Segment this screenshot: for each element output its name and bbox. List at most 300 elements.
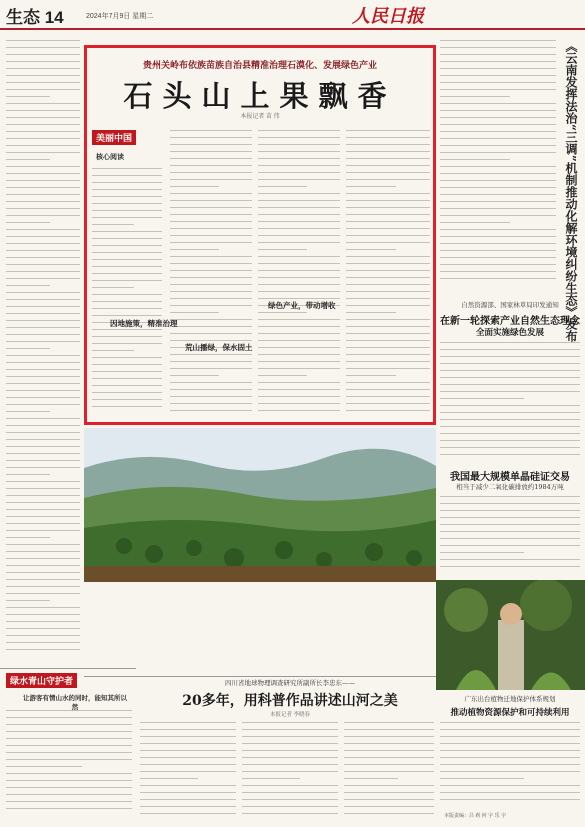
- text-line: [440, 503, 580, 504]
- right-mid-text: [440, 342, 580, 462]
- text-line: [346, 144, 430, 145]
- text-line: [170, 193, 252, 194]
- issue-date: 2024年7月9日 星期二: [86, 13, 154, 20]
- text-line: [258, 312, 307, 313]
- text-line: [440, 103, 556, 104]
- text-line: [6, 68, 80, 69]
- text-line: [346, 389, 430, 390]
- text-line: [242, 757, 338, 758]
- text-line: [440, 96, 510, 97]
- text-line: [258, 249, 307, 250]
- text-line: [6, 208, 80, 209]
- text-line: [92, 266, 162, 267]
- text-line: [170, 396, 252, 397]
- text-line: [6, 397, 80, 398]
- text-line: [6, 285, 50, 286]
- text-line: [170, 305, 252, 306]
- text-line: [6, 271, 80, 272]
- right-top-text: [440, 40, 556, 290]
- text-line: [6, 439, 80, 440]
- text-line: [170, 270, 252, 271]
- right-subhead-2: 相当于减少二氧化碳排放约1984万吨: [456, 483, 564, 491]
- bottom-byline: 本报记者 李晓春: [269, 712, 311, 718]
- text-line: [258, 277, 340, 278]
- page-footer: 本版责编：吕 莉 何 宇 乐 宇: [444, 813, 506, 819]
- text-line: [92, 350, 134, 351]
- text-line: [92, 280, 162, 281]
- text-line: [6, 759, 132, 760]
- text-line: [440, 356, 580, 357]
- text-line: [440, 131, 556, 132]
- text-line: [6, 75, 80, 76]
- text-line: [6, 738, 132, 739]
- text-line: [170, 403, 252, 404]
- text-line: [6, 780, 132, 781]
- text-line: [258, 242, 340, 243]
- text-line: [346, 263, 430, 264]
- text-line: [6, 334, 80, 335]
- text-line: [92, 329, 162, 330]
- text-line: [140, 736, 236, 737]
- text-line: [242, 771, 338, 772]
- text-line: [170, 221, 252, 222]
- text-line: [440, 398, 524, 399]
- text-line: [346, 130, 430, 131]
- text-line: [6, 621, 80, 622]
- bottom-headline: 20多年，用科普作品讲述山河之美: [182, 693, 398, 709]
- text-line: [6, 313, 80, 314]
- feature-headline: 石头山上果飘香: [123, 79, 397, 113]
- text-line: [346, 179, 430, 180]
- text-line: [344, 792, 434, 793]
- text-line: [6, 229, 80, 230]
- text-line: [346, 305, 430, 306]
- text-line: [6, 642, 80, 643]
- text-line: [440, 194, 556, 195]
- text-line: [344, 799, 434, 800]
- text-line: [258, 172, 340, 173]
- text-line: [6, 502, 80, 503]
- column-kicker: 让游客有情山水的同时，能知其所以然: [23, 694, 127, 711]
- text-line: [6, 89, 80, 90]
- text-line: [6, 138, 80, 139]
- text-line: [440, 82, 556, 83]
- text-line: [6, 467, 80, 468]
- subhead-2: 荒山播绿，保水固土: [185, 343, 253, 352]
- text-line: [92, 406, 162, 407]
- text-line: [6, 495, 80, 496]
- text-line: [258, 403, 340, 404]
- text-line: [92, 308, 162, 309]
- text-line: [440, 363, 580, 364]
- text-line: [6, 773, 132, 774]
- text-line: [258, 340, 340, 341]
- text-line: [242, 792, 338, 793]
- text-line: [92, 245, 162, 246]
- text-line: [242, 722, 338, 723]
- divider: [84, 676, 436, 677]
- text-line: [170, 249, 219, 250]
- text-line: [92, 392, 162, 393]
- text-line: [440, 412, 580, 413]
- text-line: [440, 236, 556, 237]
- text-line: [344, 785, 434, 786]
- text-line: [92, 217, 162, 218]
- text-line: [140, 799, 236, 800]
- text-line: [6, 446, 80, 447]
- text-line: [346, 298, 430, 299]
- newspaper-logo: 人民日报: [352, 6, 424, 27]
- text-line: [6, 565, 80, 566]
- text-line: [440, 377, 580, 378]
- text-line: [6, 453, 80, 454]
- text-line: [346, 228, 430, 229]
- text-line: [6, 523, 80, 524]
- text-line: [346, 214, 430, 215]
- text-line: [140, 778, 198, 779]
- text-line: [258, 193, 340, 194]
- text-line: [242, 743, 338, 744]
- text-line: [440, 426, 580, 427]
- text-line: [440, 257, 556, 258]
- text-line: [440, 271, 556, 272]
- text-line: [140, 806, 236, 807]
- text-line: [440, 89, 556, 90]
- text-line: [6, 752, 132, 753]
- text-line: [170, 186, 219, 187]
- text-line: [140, 764, 236, 765]
- text-line: [170, 158, 252, 159]
- text-line: [6, 481, 80, 482]
- text-line: [6, 278, 80, 279]
- text-line: [6, 390, 80, 391]
- text-line: [258, 333, 340, 334]
- text-line: [346, 312, 396, 313]
- text-line: [344, 743, 434, 744]
- text-line: [344, 729, 434, 730]
- text-line: [242, 778, 300, 779]
- text-line: [440, 566, 580, 567]
- text-line: [258, 179, 340, 180]
- right-vertical-headline: 《云南发挥法治“三调”机制推动化解环境纠纷生态》发布: [564, 40, 578, 342]
- text-line: [140, 792, 236, 793]
- text-line: [258, 326, 340, 327]
- text-line: [6, 488, 80, 489]
- text-line: [6, 404, 80, 405]
- text-line: [346, 270, 430, 271]
- text-line: [170, 151, 252, 152]
- text-line: [344, 764, 434, 765]
- text-line: [6, 110, 80, 111]
- text-line: [440, 552, 524, 553]
- text-line: [258, 207, 340, 208]
- text-line: [6, 766, 82, 767]
- text-line: [440, 110, 556, 111]
- text-line: [6, 745, 132, 746]
- text-line: [258, 214, 340, 215]
- text-line: [440, 433, 580, 434]
- text-line: [92, 175, 162, 176]
- text-line: [258, 284, 340, 285]
- text-line: [170, 130, 252, 131]
- text-line: [6, 418, 80, 419]
- text-line: [440, 166, 556, 167]
- text-line: [6, 47, 80, 48]
- bottom-body-col2: [242, 722, 338, 822]
- text-line: [6, 731, 132, 732]
- text-line: [440, 447, 580, 448]
- text-line: [440, 729, 580, 730]
- text-line: [440, 75, 556, 76]
- text-line: [258, 298, 340, 299]
- left-column-text: [6, 40, 80, 660]
- text-line: [440, 201, 556, 202]
- text-line: [346, 249, 396, 250]
- text-line: [346, 375, 396, 376]
- text-line: [242, 764, 338, 765]
- text-line: [258, 354, 340, 355]
- text-line: [440, 40, 556, 41]
- text-line: [6, 801, 132, 802]
- feature-body-col4: [346, 130, 430, 420]
- text-line: [258, 319, 340, 320]
- right-kicker-1: 自然资源部、国家林草局印发通知: [461, 301, 559, 309]
- core-reading-label: 核心阅读: [96, 152, 124, 161]
- text-line: [6, 635, 80, 636]
- text-line: [170, 172, 252, 173]
- text-line: [440, 384, 580, 385]
- feature-body-col1: [92, 168, 162, 418]
- text-line: [170, 389, 252, 390]
- text-line: [6, 327, 80, 328]
- feature-body-col3: [258, 130, 340, 420]
- text-line: [258, 137, 340, 138]
- text-line: [242, 750, 338, 751]
- right-mid2-text: [440, 496, 580, 576]
- text-line: [6, 383, 80, 384]
- text-line: [440, 764, 580, 765]
- text-line: [6, 432, 80, 433]
- text-line: [346, 221, 430, 222]
- feature-byline: 本报记者 苗 伟: [240, 114, 280, 120]
- text-line: [258, 221, 340, 222]
- text-line: [92, 273, 162, 274]
- text-line: [6, 96, 50, 97]
- text-line: [6, 586, 80, 587]
- text-line: [440, 736, 580, 737]
- text-line: [344, 736, 434, 737]
- text-line: [258, 263, 340, 264]
- text-line: [242, 813, 338, 814]
- text-line: [440, 517, 580, 518]
- text-line: [92, 315, 162, 316]
- text-line: [346, 361, 430, 362]
- text-line: [6, 187, 80, 188]
- text-line: [6, 222, 50, 223]
- text-line: [92, 238, 162, 239]
- text-line: [170, 144, 252, 145]
- section-tag: 美丽中国: [92, 130, 136, 145]
- text-line: [6, 159, 50, 160]
- text-line: [6, 794, 132, 795]
- text-line: [346, 256, 430, 257]
- text-line: [440, 419, 580, 420]
- bottom-body-col1: [140, 722, 236, 822]
- text-line: [170, 354, 252, 355]
- text-line: [170, 340, 252, 341]
- text-line: [170, 284, 252, 285]
- text-line: [258, 144, 340, 145]
- text-line: [440, 538, 580, 539]
- text-line: [346, 319, 430, 320]
- text-line: [6, 460, 80, 461]
- text-line: [346, 284, 430, 285]
- bottom-kicker: 四川省地球物理调查研究所副所长李忠东——: [225, 679, 355, 687]
- text-line: [92, 168, 162, 169]
- text-line: [6, 509, 80, 510]
- text-line: [92, 343, 162, 344]
- text-line: [440, 771, 580, 772]
- text-line: [242, 785, 338, 786]
- text-line: [6, 201, 80, 202]
- text-line: [92, 252, 162, 253]
- text-line: [440, 757, 580, 758]
- text-line: [170, 410, 252, 411]
- text-line: [242, 799, 338, 800]
- text-line: [6, 236, 80, 237]
- text-line: [440, 454, 580, 455]
- text-line: [140, 813, 236, 814]
- text-line: [440, 180, 556, 181]
- text-line: [6, 131, 80, 132]
- text-line: [258, 151, 340, 152]
- text-line: [6, 544, 80, 545]
- text-line: [440, 743, 580, 744]
- text-line: [440, 799, 580, 800]
- text-line: [170, 228, 252, 229]
- text-line: [92, 224, 134, 225]
- right-headline-3: 推动植物资源保护和可持续利用: [450, 708, 570, 718]
- text-line: [6, 593, 80, 594]
- text-line: [346, 354, 430, 355]
- right-headline-1b: 全面实施绿色发展: [475, 328, 544, 338]
- text-line: [92, 189, 162, 190]
- text-line: [92, 231, 162, 232]
- text-line: [6, 124, 80, 125]
- text-line: [258, 396, 340, 397]
- text-line: [6, 558, 80, 559]
- text-line: [344, 757, 434, 758]
- text-line: [346, 291, 430, 292]
- text-line: [92, 203, 162, 204]
- text-line: [92, 301, 162, 302]
- right-headline-2: 我国最大规模单晶硅证交易: [450, 472, 570, 483]
- subhead-3: 绿色产业，带动增收: [268, 301, 336, 310]
- text-line: [6, 145, 80, 146]
- text-line: [6, 243, 80, 244]
- text-line: [92, 336, 162, 337]
- text-line: [140, 771, 236, 772]
- text-line: [440, 187, 556, 188]
- text-line: [170, 165, 252, 166]
- text-line: [92, 364, 162, 365]
- text-line: [6, 411, 50, 412]
- text-line: [170, 207, 252, 208]
- text-line: [170, 326, 252, 327]
- text-line: [140, 729, 236, 730]
- text-line: [170, 298, 252, 299]
- text-line: [440, 510, 580, 511]
- text-line: [346, 193, 430, 194]
- section-name: 生态 14: [6, 8, 64, 27]
- text-line: [170, 256, 252, 257]
- text-line: [140, 722, 236, 723]
- text-line: [258, 375, 307, 376]
- bottom-left-text: [6, 710, 132, 820]
- text-line: [6, 717, 132, 718]
- feature-body-col2: [170, 130, 252, 420]
- text-line: [440, 391, 580, 392]
- text-line: [440, 785, 580, 786]
- bottom-body-col3: [344, 722, 434, 822]
- text-line: [6, 306, 80, 307]
- text-line: [140, 785, 236, 786]
- text-line: [170, 263, 252, 264]
- right-kicker-3: 广东出台植物迁地保护体系规划: [464, 695, 556, 703]
- text-line: [258, 186, 307, 187]
- text-line: [258, 347, 340, 348]
- text-line: [6, 264, 80, 265]
- feature-photo: [84, 428, 436, 582]
- text-line: [440, 61, 556, 62]
- text-line: [140, 743, 236, 744]
- text-line: [440, 778, 524, 779]
- text-line: [344, 722, 434, 723]
- text-line: [6, 180, 80, 181]
- text-line: [170, 277, 252, 278]
- right-headline-1: 在新一轮探索产业自然生态理念: [440, 316, 580, 327]
- text-line: [170, 137, 252, 138]
- text-line: [170, 291, 252, 292]
- text-line: [440, 215, 556, 216]
- text-line: [346, 158, 430, 159]
- text-line: [92, 371, 162, 372]
- text-line: [440, 138, 556, 139]
- text-line: [242, 736, 338, 737]
- text-line: [258, 228, 340, 229]
- text-line: [440, 68, 556, 69]
- subhead-1: 因地施策，精准治理: [110, 319, 178, 328]
- text-line: [6, 215, 80, 216]
- text-line: [6, 348, 50, 349]
- text-line: [346, 207, 430, 208]
- text-line: [170, 179, 252, 180]
- text-line: [170, 368, 252, 369]
- text-line: [440, 545, 580, 546]
- text-line: [6, 61, 80, 62]
- text-line: [344, 771, 434, 772]
- text-line: [258, 256, 340, 257]
- text-line: [6, 628, 80, 629]
- text-line: [258, 165, 340, 166]
- text-line: [346, 326, 430, 327]
- text-line: [346, 151, 430, 152]
- text-line: [344, 806, 434, 807]
- text-line: [170, 333, 252, 334]
- text-line: [440, 250, 556, 251]
- text-line: [440, 349, 580, 350]
- text-line: [6, 257, 80, 258]
